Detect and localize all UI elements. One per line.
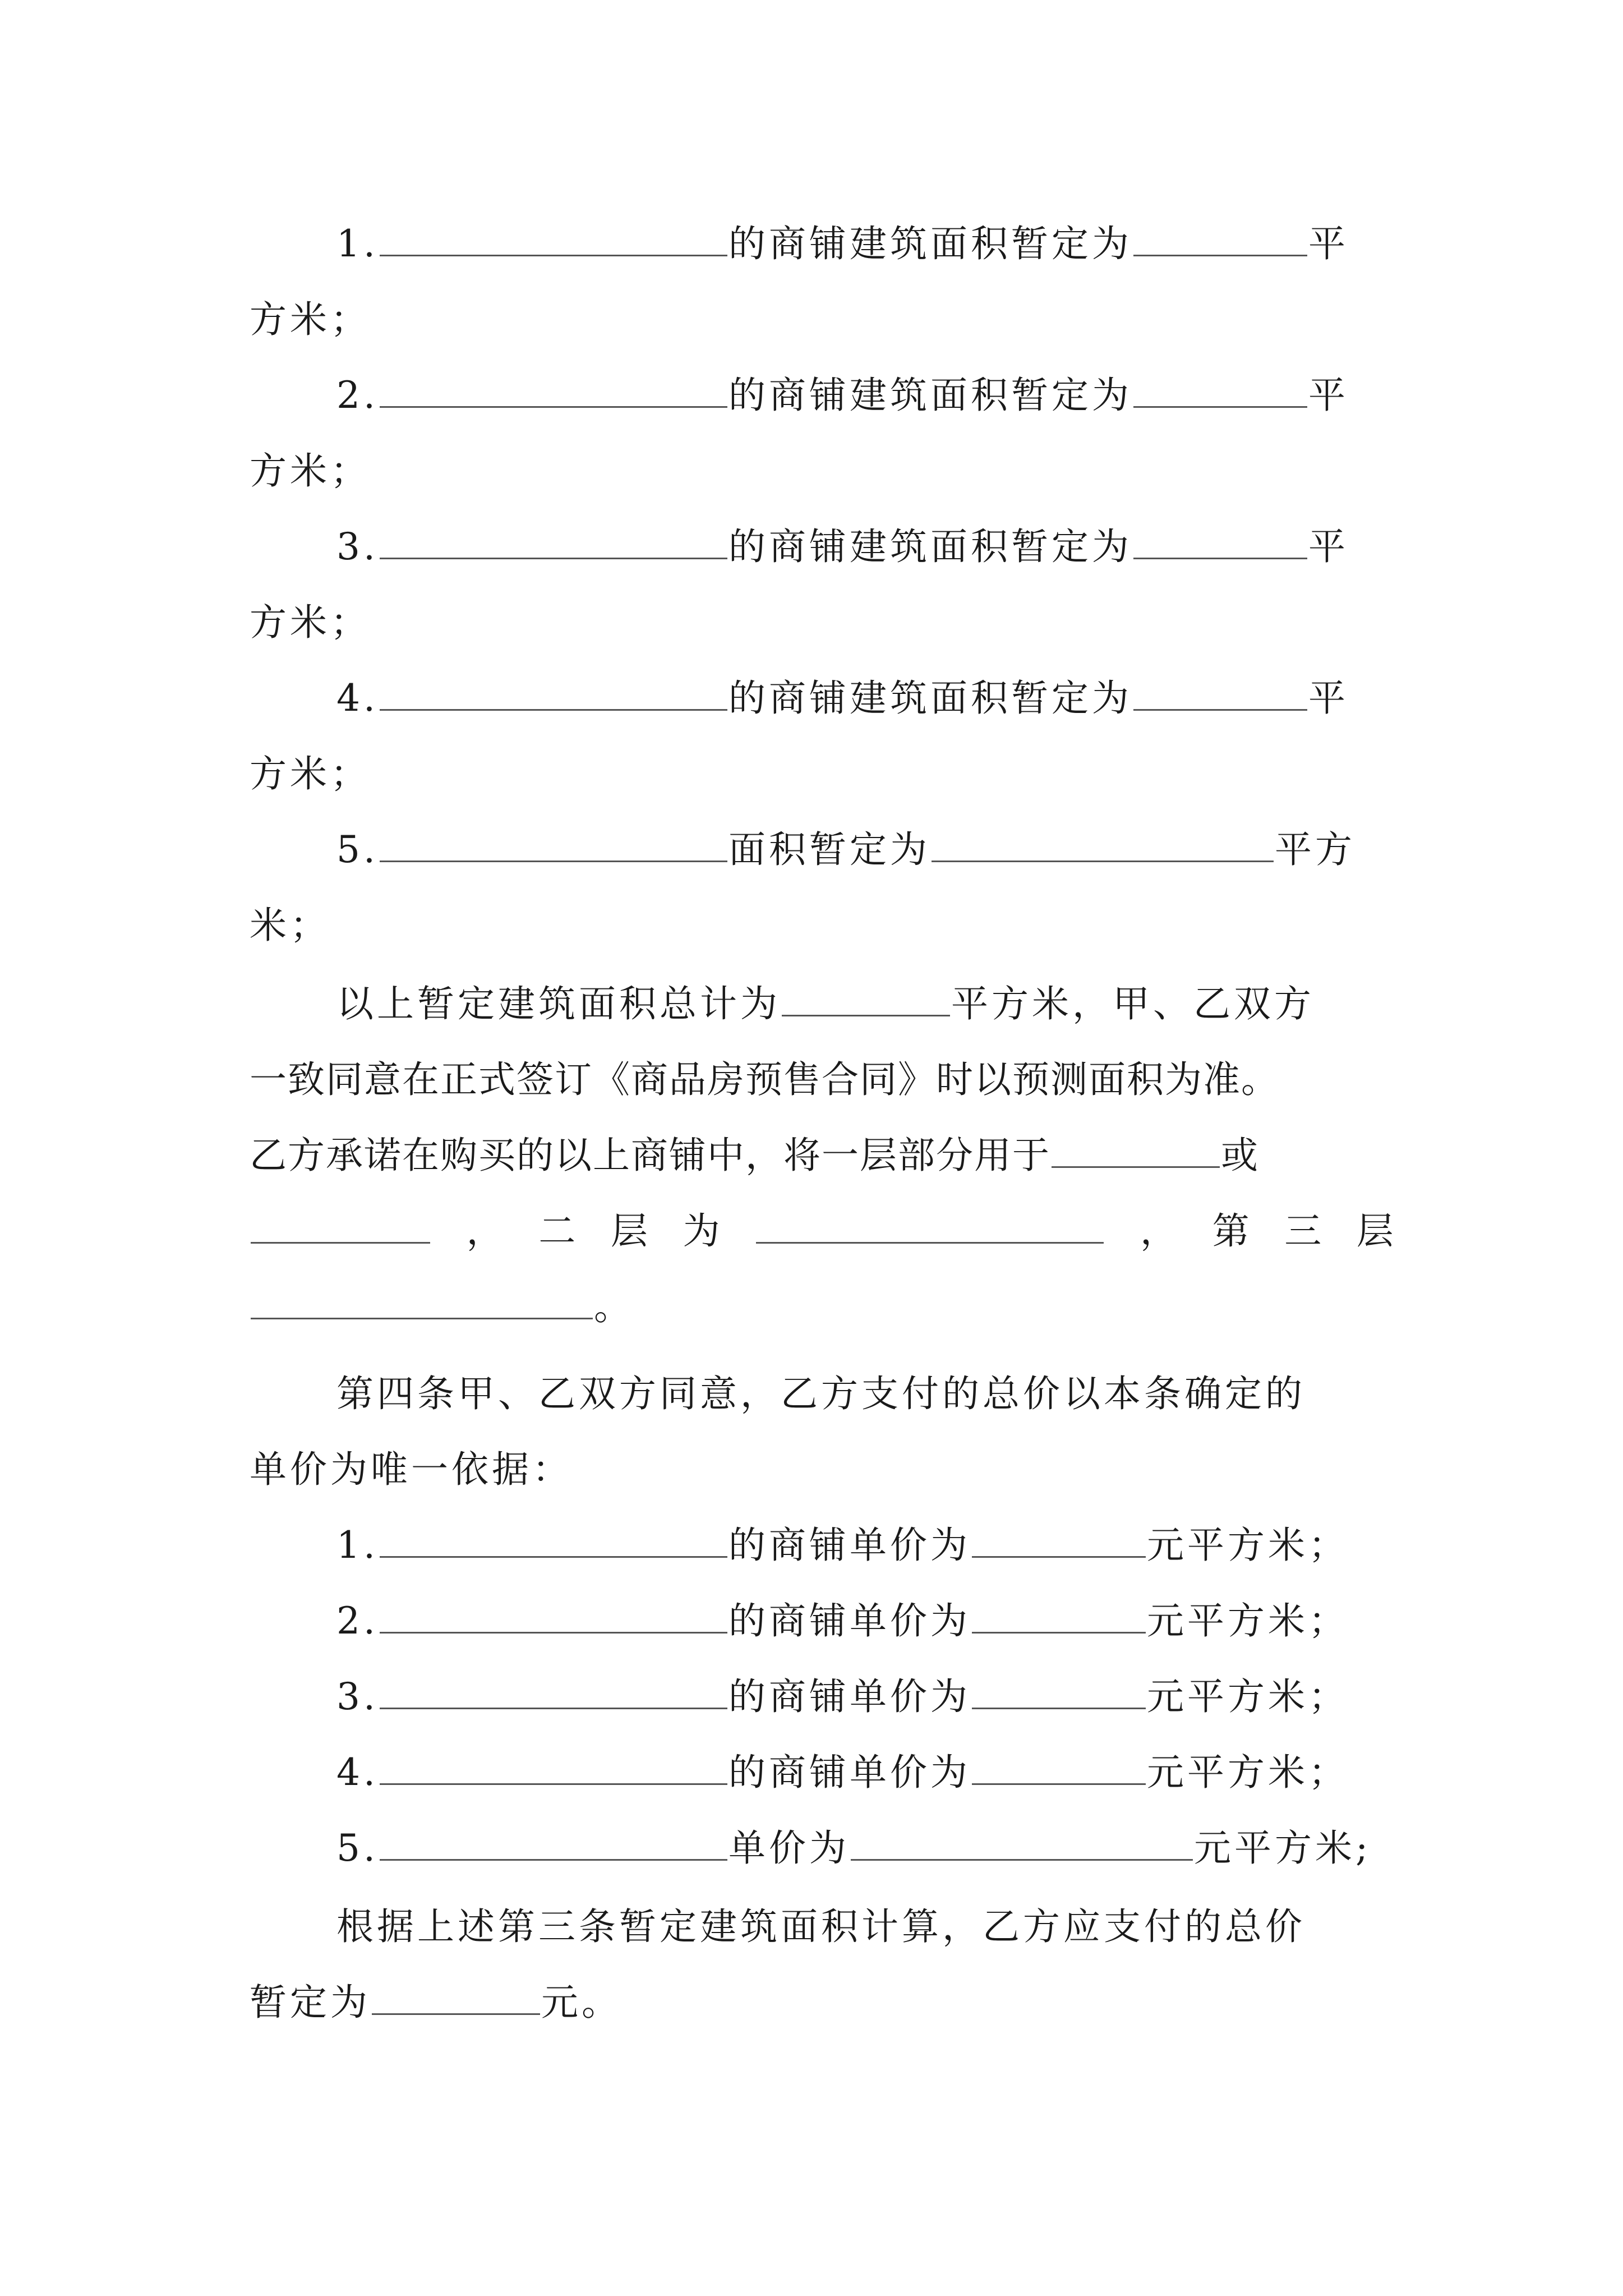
- comma: ，: [466, 1209, 504, 1253]
- price-item-1: [336, 1517, 1394, 1573]
- item-number: 1.: [336, 222, 379, 265]
- fill-blank[interactable]: [972, 1521, 1146, 1558]
- fill-blank[interactable]: [372, 1978, 540, 2015]
- fill-blank[interactable]: [972, 1749, 1146, 1785]
- total-para-line-4: [250, 1203, 1394, 1259]
- article4-line-1: 第四条甲、乙双方同意，乙方支付的总价以本条确定的: [336, 1372, 1306, 1415]
- area-item-3: [336, 519, 1394, 575]
- fill-blank[interactable]: [782, 980, 950, 1016]
- item-text: 单价为: [728, 1826, 850, 1870]
- fill-blank[interactable]: [1133, 674, 1307, 711]
- floor-word: 为: [683, 1209, 720, 1253]
- price-item-2: [336, 1593, 1394, 1649]
- area-item-4-cont: 方米；: [250, 752, 371, 795]
- fill-blank[interactable]: [251, 1283, 593, 1319]
- area-item-4: [336, 670, 1394, 726]
- fill-blank[interactable]: [380, 220, 727, 256]
- period: 。: [594, 1285, 631, 1328]
- fill-blank[interactable]: [756, 1207, 1104, 1244]
- total-para-line-5: [250, 1279, 1394, 1335]
- total-para-line-2: 一致同意在正式签订《商品房预售合同》时以预测面积为准。: [250, 1058, 1279, 1101]
- item-text: 的商铺单价为: [728, 1675, 971, 1718]
- item-text: 的商铺单价为: [728, 1599, 971, 1642]
- item-number: 4.: [336, 677, 379, 720]
- fill-blank[interactable]: [1052, 1131, 1220, 1168]
- fill-blank[interactable]: [380, 1749, 727, 1785]
- area-item-5-cont: 米；: [250, 904, 330, 947]
- area-item-3-cont: 方米；: [250, 601, 371, 644]
- usage-text: 乙方承诺在购买的以上商铺中，将一层部分用于: [250, 1134, 1050, 1177]
- item-number: 2.: [336, 374, 379, 417]
- item-text: 的商铺单价为: [728, 1524, 971, 1567]
- area-item-2-cont: 方米；: [250, 449, 371, 493]
- item-number: 3.: [336, 1675, 379, 1718]
- item-number: 4.: [336, 1751, 379, 1794]
- fill-blank[interactable]: [972, 1597, 1146, 1634]
- fill-blank[interactable]: [932, 826, 1274, 862]
- item-unit: 平方: [1274, 828, 1355, 871]
- price-item-5: [336, 1820, 1394, 1876]
- comma: ，: [1140, 1209, 1177, 1253]
- fill-blank[interactable]: [1133, 371, 1307, 408]
- item-number: 3.: [336, 525, 379, 568]
- total-text-2: 平方米，甲、乙双方: [951, 982, 1315, 1025]
- final-para-line-1: 根据上述第三条暂定建筑面积计算，乙方应支付的总价: [336, 1905, 1306, 1948]
- floor-word: 第: [1212, 1209, 1249, 1253]
- fill-blank[interactable]: [380, 523, 727, 559]
- fill-blank[interactable]: [972, 1673, 1146, 1709]
- item-text: 的商铺建筑面积暂定为: [728, 677, 1132, 720]
- floor-word: 三: [1284, 1209, 1322, 1253]
- price-item-3: [336, 1669, 1394, 1725]
- item-text: 的商铺单价为: [728, 1751, 971, 1794]
- area-item-5: [336, 822, 1394, 878]
- item-text: 的商铺建筑面积暂定为: [728, 222, 1132, 265]
- floor-word: 二: [538, 1209, 576, 1253]
- fill-blank[interactable]: [251, 1207, 430, 1244]
- item-text: 面积暂定为: [728, 828, 930, 871]
- area-item-2: [336, 367, 1394, 424]
- price-item-4: [336, 1745, 1394, 1801]
- item-number: 2.: [336, 1599, 379, 1642]
- item-number: 1.: [336, 1524, 379, 1567]
- total-para-line-1: [336, 976, 1394, 1032]
- item-unit: 平: [1308, 677, 1349, 720]
- item-unit: 元平方米；: [1146, 1675, 1349, 1718]
- item-unit: 平: [1308, 222, 1349, 265]
- fill-blank[interactable]: [380, 826, 727, 862]
- item-text: 的商铺建筑面积暂定为: [728, 374, 1132, 417]
- fill-blank[interactable]: [380, 674, 727, 711]
- item-number: 5.: [336, 1826, 379, 1870]
- fill-blank[interactable]: [380, 1597, 727, 1634]
- fill-blank[interactable]: [380, 1824, 727, 1861]
- usage-or: 或: [1221, 1134, 1259, 1177]
- fill-blank[interactable]: [1133, 523, 1307, 559]
- fill-blank[interactable]: [380, 1521, 727, 1558]
- floor-word: 层: [1356, 1209, 1394, 1253]
- item-unit: 元平方米;: [1193, 1826, 1372, 1870]
- total-para-line-3: [250, 1128, 1394, 1184]
- area-item-1: [336, 216, 1394, 272]
- fill-blank[interactable]: [380, 371, 727, 408]
- item-unit: 平: [1308, 374, 1349, 417]
- floor-word: 层: [610, 1209, 648, 1253]
- item-number: 5.: [336, 828, 379, 871]
- fill-blank[interactable]: [851, 1824, 1193, 1861]
- item-unit: 元平方米；: [1146, 1599, 1349, 1642]
- item-unit: 元平方米；: [1146, 1751, 1349, 1794]
- final-text: 暂定为: [250, 1981, 371, 2024]
- area-item-1-cont: 方米；: [250, 298, 371, 341]
- fill-blank[interactable]: [380, 1673, 727, 1709]
- final-para-line-2: [250, 1975, 1394, 2031]
- final-unit: 元。: [541, 1981, 622, 2024]
- fill-blank[interactable]: [1133, 220, 1307, 256]
- item-text: 的商铺建筑面积暂定为: [728, 525, 1132, 568]
- item-unit: 平: [1308, 525, 1349, 568]
- article4-line-2: 单价为唯一依据：: [250, 1448, 573, 1491]
- item-unit: 元平方米；: [1146, 1524, 1349, 1567]
- total-text: 以上暂定建筑面积总计为: [336, 982, 781, 1025]
